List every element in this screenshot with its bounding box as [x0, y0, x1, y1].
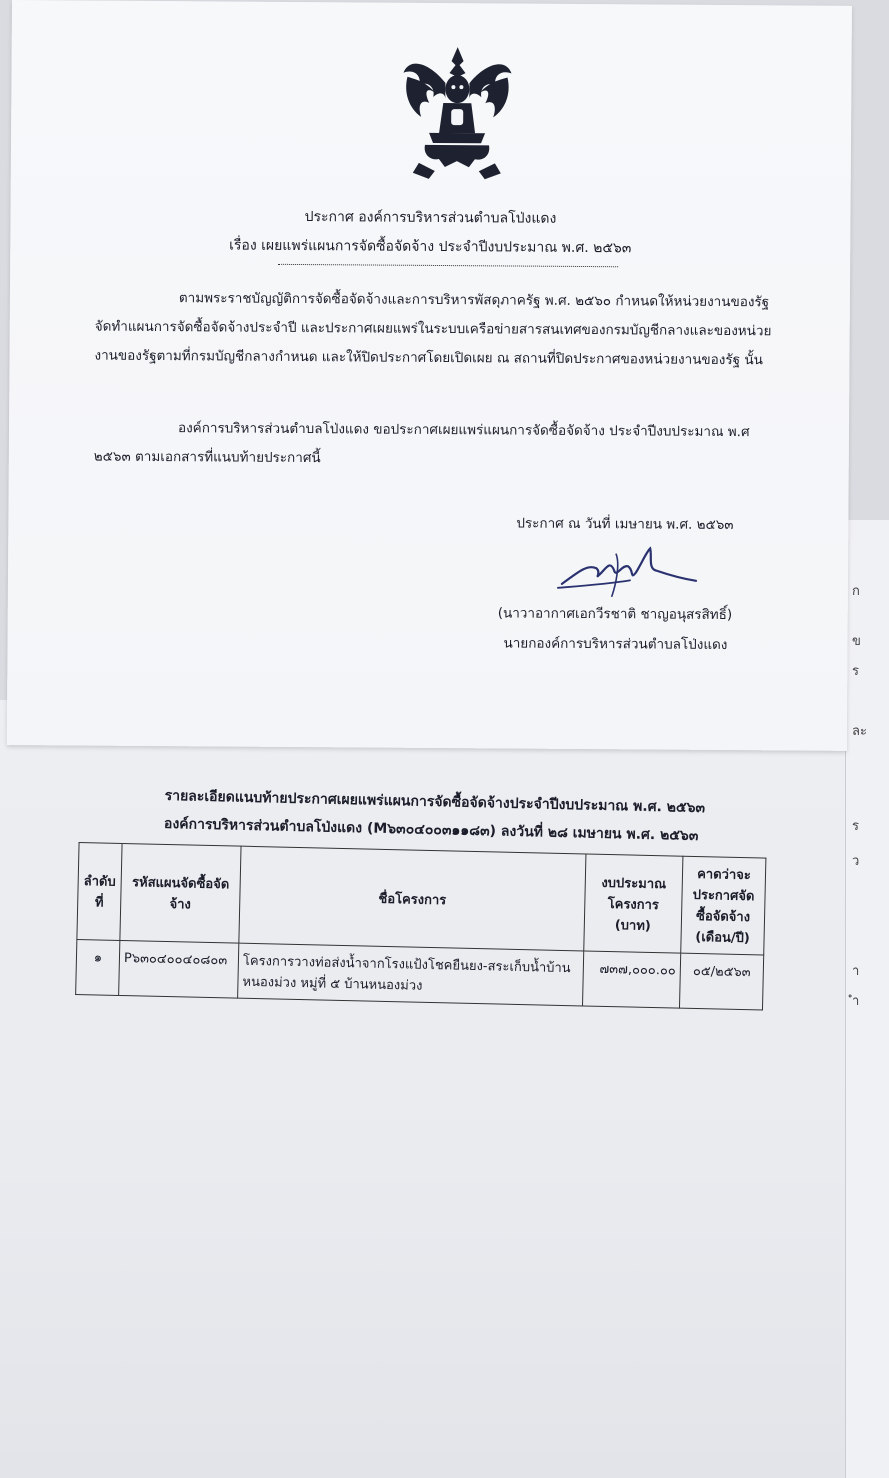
annex-title-line-1: รายละเอียดแนบท้ายประกาศเผยแพร่แผนการจัดซื้อจัดจ้างประจำปีงบประมาณ พ.ศ. ๒๕๖๓ [164, 787, 706, 817]
edge-fragment: ละ [852, 724, 867, 739]
announcement-heading: ประกาศ องค์การบริหารส่วนตำบลโป่งแดง [304, 209, 557, 227]
edge-fragment: ร [852, 819, 859, 834]
column-header-project: ชื่อโครงการ [239, 846, 586, 951]
column-header-code: รหัสแผนจัดซื้อจัดจ้าง [120, 843, 241, 943]
row-no: ๑ [76, 939, 120, 995]
signer-name: (นาวาอากาศเอกวีรชาติ ชาญอนุสรสิทธิ์) [497, 605, 733, 624]
announcement-subject: เรื่อง เผยแพร่แผนการจัดซื้อจัดจ้าง ประจำปีงบประมาณ พ.ศ. ๒๕๖๓ [229, 237, 632, 257]
row-code: P๖๓๐๔๐๐๔๐๘๐๓ [119, 940, 239, 998]
row-expected: ๐๕/๒๕๖๓ [679, 953, 763, 1010]
row-budget: ๗๓๗,๐๐๐.๐๐ [583, 951, 681, 1008]
annex-section [75, 780, 800, 1011]
edge-fragment: ว [852, 854, 860, 869]
signer-title: นายกองค์การบริหารส่วนตำบลโป่งแดง [503, 635, 728, 654]
subject-divider [278, 264, 618, 267]
column-header-expected: คาดว่าจะประกาศจัดซื้อจัดจ้าง (เดือน/ปี) [681, 856, 766, 955]
edge-fragment: ก [852, 584, 860, 599]
handwritten-signature [556, 534, 706, 605]
date-line: ประกาศ ณ วันที่ เมษายน พ.ศ. ๒๕๖๓ [516, 515, 734, 534]
edge-fragment: า [852, 964, 860, 979]
column-header-budget: งบประมาณโครงการ (บาท) [584, 854, 683, 953]
edge-fragment: ร [852, 664, 859, 679]
announcement-paragraph-2: องค์การบริหารส่วนตำบลโป่งแดง ขอประกาศเผยแพร่แผนการจัดซื้อจัดจ้าง ประจำปีงบประมาณ พ.ศ ๒๕๖๓ ตามเอกสารที่แนบท้ายประกาศนี้ [93, 420, 750, 467]
procurement-plan-table [75, 842, 766, 1011]
garuda-emblem-icon [399, 43, 516, 184]
announcement-paragraph-1: ตามพระราชบัญญัติการจัดซื้อจัดจ้างและการบริหารพัสดุภาครัฐ พ.ศ. ๒๕๖๐ กำหนดให้หน่วยงานของรัฐจัดทำแผนการจัดซื้อจัดจ้างประจำปี และประกาศเผยแพร่ในระบบเครือข่ายสารสนเทศของกรมบัญชีกลางและของหน่วยงานของรัฐตามที่กรมบัญชีกลางกำหนด และให้ปิดประกาศโดยเปิดเผย ณ สถานที่ปิดประกาศของหน่วยงานของรัฐ นั้น [94, 290, 772, 369]
column-header-no: ลำดับที่ [77, 842, 122, 940]
announcement-page [7, 0, 852, 751]
row-project: โครงการวางท่อส่งน้ำจากโรงแป้งโชคยืนยง-สระเก็บน้ำบ้านหนองม่วง หมู่ที่ ๕ บ้านหนองม่วง [238, 943, 584, 1006]
edge-fragment: ข [852, 634, 861, 649]
annex-title-line-2: องค์การบริหารส่วนตำบลโป่งแดง (M๖๓๐๔๐๐๓๑๑๘๓) ลงวันที่ ๒๘ เมษายน พ.ศ. ๒๕๖๓ [163, 815, 699, 845]
table-header-row [77, 842, 766, 955]
edge-fragment: ำ [852, 994, 860, 1009]
adjacent-page-strip [845, 520, 889, 1478]
